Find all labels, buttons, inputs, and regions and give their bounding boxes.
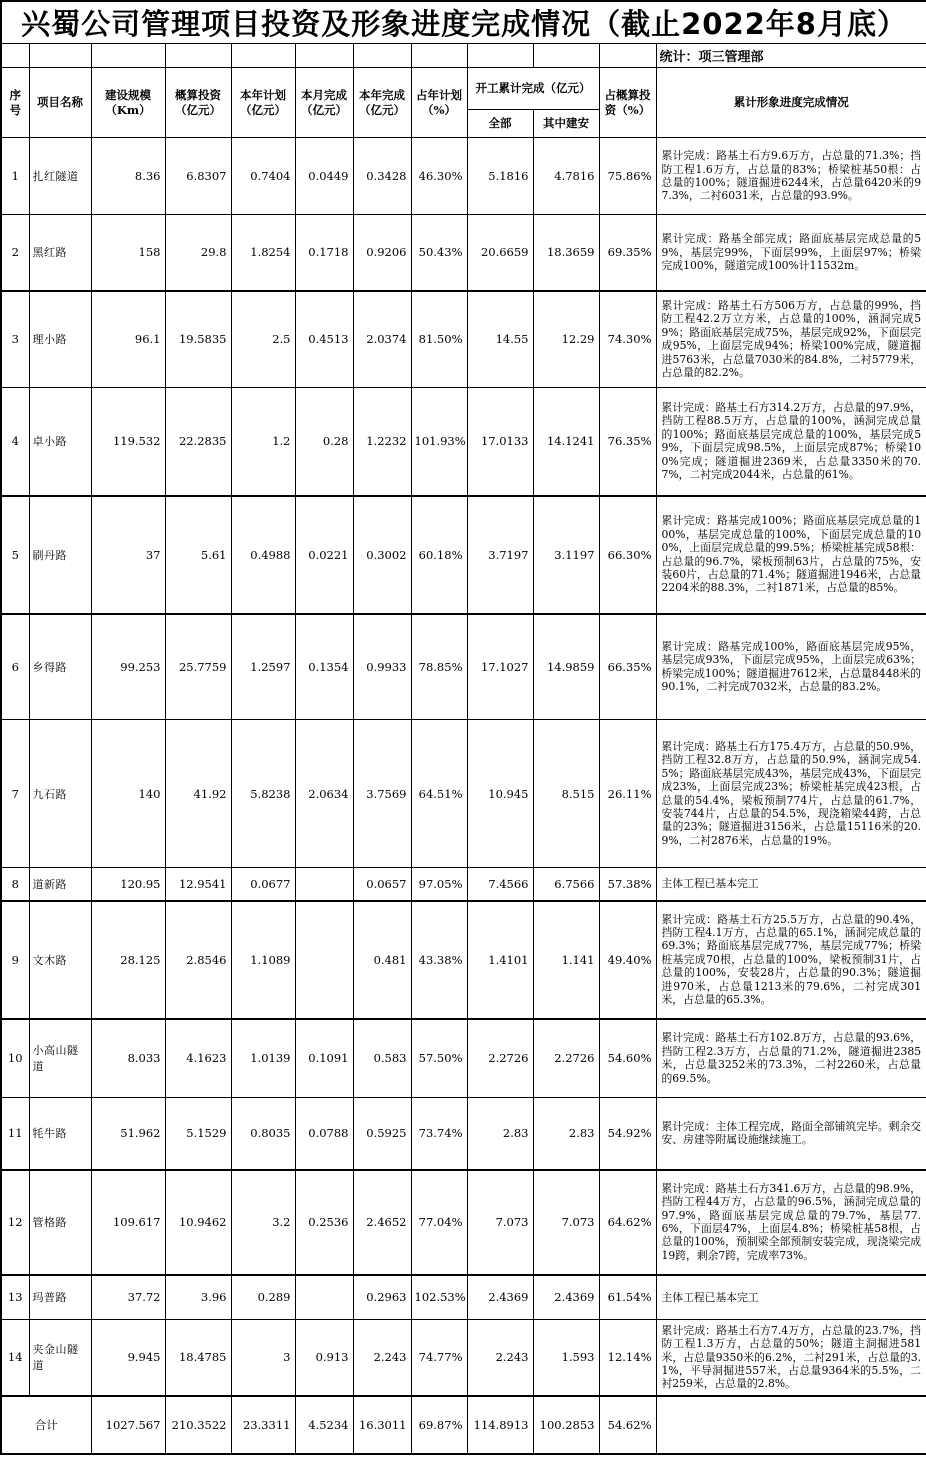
cell-plan-year: 0.4988 <box>231 496 295 614</box>
cell-cum-total: 17.1027 <box>467 614 533 720</box>
cell-cum-total: 20.6659 <box>467 215 533 291</box>
cell-scale: 158 <box>91 215 165 291</box>
cell-pct-of-plan: 64.51% <box>411 720 467 868</box>
cell-progress-remark: 累计完成：路基土石方341.6万方，占总量的98.9%，挡防工程44万方，占总量的96.5%，涵洞完成总量的97.9%，路面底基层完成总量的79.7%，基层77.6%，下面层47%，上面层4.8%；桥梁桩基58根，占总量的100%，预制梁全部预制安装完成，现浇梁完成19跨，剩余7跨，完成率73%。 <box>656 1170 926 1275</box>
cell-done-month: 0.1354 <box>295 614 353 720</box>
cell-budget: 29.8 <box>165 215 231 291</box>
total-cell-cum-total: 114.8913 <box>467 1396 533 1454</box>
cell-index: 12 <box>1 1170 29 1275</box>
cell-pct-of-plan: 97.05% <box>411 868 467 901</box>
cell-plan-year: 1.2 <box>231 388 295 496</box>
cell-done-year: 2.0374 <box>353 291 411 388</box>
cell-pct-of-budget: 49.40% <box>599 901 656 1019</box>
cell-progress-remark: 累计完成：路基土石方314.2万方，占总量的97.9%，挡防工程88.5万方，占总量的100%，涵洞完成总量的100%；路面底基层完成总量的100%，基层完成59%，下面层完成98.5%，上面层完成87%；桥梁100%完成；隧道掘进2369米，占总量3350米的70.7%，二衬完成2044米，占总量的61%。 <box>656 388 926 496</box>
total-cell-cum-construction: 100.2853 <box>533 1396 599 1454</box>
cell-pct-of-plan: 74.77% <box>411 1320 467 1396</box>
cell-index: 14 <box>1 1320 29 1396</box>
cell-progress-remark: 累计完成：路基全部完成；路面底基层完成总量的59%，基层完99%，下面层99%，上面层97%；桥梁完成100%，隧道完成100%计11532m。 <box>656 215 926 291</box>
cell-plan-year: 5.8238 <box>231 720 295 868</box>
cell-done-month: 0.28 <box>295 388 353 496</box>
cell-done-year: 1.2232 <box>353 388 411 496</box>
cell-scale: 51.962 <box>91 1098 165 1170</box>
cell-progress-remark: 累计完成：路基土石方9.6万方，占总量的71.3%；挡防工程1.6万方，占总量的83%；桥梁桩基50根：占总量的100%；隧道掘进6244米，占总量6420米的97.3%，二衬6031米，占总量的93.9%。 <box>656 138 926 215</box>
cell-pct-of-budget: 12.14% <box>599 1320 656 1396</box>
cell-cum-construction: 12.29 <box>533 291 599 388</box>
cell-project-name: 理小路 <box>29 291 91 388</box>
cell-budget: 5.1529 <box>165 1098 231 1170</box>
cell-scale: 8.033 <box>91 1019 165 1098</box>
table-row <box>1 901 926 1019</box>
cell-project-name: 卓小路 <box>29 388 91 496</box>
cell-scale: 8.36 <box>91 138 165 215</box>
table-row <box>1 215 926 291</box>
cell-plan-year: 1.1089 <box>231 901 295 1019</box>
cell-done-month <box>295 901 353 1019</box>
table-row <box>1 1320 926 1396</box>
cell-progress-remark: 累计完成：路基完成100%；路面底基层完成总量的100%，基层完成总量的100%，下面层完成总量的100%，上面层完成总量的99.5%；桥梁桩基完成58根：占总量的96.7%，梁板预制63片，占总量的75%，安装60片，占总量的71.4%；隧道掘进1946米，占总量2204米的88.3%，二衬1871米，占总量的85%。 <box>656 496 926 614</box>
cell-index: 7 <box>1 720 29 868</box>
cell-budget: 22.2835 <box>165 388 231 496</box>
cell-budget: 10.9462 <box>165 1170 231 1275</box>
cell-done-month: 0.913 <box>295 1320 353 1396</box>
cell-done-year: 0.3428 <box>353 138 411 215</box>
cell-pct-of-budget: 54.60% <box>599 1019 656 1098</box>
cell-pct-of-budget: 64.62% <box>599 1170 656 1275</box>
col-header-cum-total: 全部 <box>467 110 533 138</box>
stats-department-label: 统计：项三管理部 <box>656 44 926 68</box>
cell-project-name: 玛普路 <box>29 1275 91 1320</box>
cell-project-name: 小高山隧道 <box>29 1019 91 1098</box>
cell-pct-of-budget: 66.30% <box>599 496 656 614</box>
cell-cum-total: 10.945 <box>467 720 533 868</box>
table-row <box>1 496 926 614</box>
col-header-cum-group: 开工累计完成（亿元） <box>467 68 599 110</box>
table-row <box>1 1170 926 1275</box>
cell-progress-remark: 累计完成：路基土石方25.5万方，占总量的90.4%，挡防工程4.1万方，占总量的65.1%，涵洞完成总量的69.3%；路面底基层完成77%，基层完成77%；桥梁桩基完成70根，占总量的100%，梁板预制31片，占总量的100%，安装28片，占总量的90.3%；隧道掘进970米，占总量1213米的79.6%，二衬完成301米，占总量的65.3%。 <box>656 901 926 1019</box>
cell-cum-total: 2.83 <box>467 1098 533 1170</box>
cell-plan-year: 1.2597 <box>231 614 295 720</box>
cell-cum-construction: 18.3659 <box>533 215 599 291</box>
cell-project-name: 九石路 <box>29 720 91 868</box>
cell-plan-year: 0.0677 <box>231 868 295 901</box>
cell-done-year: 2.243 <box>353 1320 411 1396</box>
cell-pct-of-plan: 43.38% <box>411 901 467 1019</box>
cell-pct-of-budget: 54.92% <box>599 1098 656 1170</box>
cell-index: 11 <box>1 1098 29 1170</box>
cell-cum-construction: 14.9859 <box>533 614 599 720</box>
cell-pct-of-plan: 102.53% <box>411 1275 467 1320</box>
cell-budget: 2.8546 <box>165 901 231 1019</box>
cell-pct-of-plan: 60.18% <box>411 496 467 614</box>
cell-project-name: 管格路 <box>29 1170 91 1275</box>
cell-pct-of-plan: 73.74% <box>411 1098 467 1170</box>
cell-done-month: 0.2536 <box>295 1170 353 1275</box>
col-header-cum-construction: 其中建安 <box>533 110 599 138</box>
cell-pct-of-plan: 50.43% <box>411 215 467 291</box>
cell-pct-of-budget: 76.35% <box>599 388 656 496</box>
cell-pct-of-budget: 75.86% <box>599 138 656 215</box>
table-row <box>1 388 926 496</box>
cell-done-month: 0.0788 <box>295 1098 353 1170</box>
col-header-done-year: 本年完成（亿元） <box>353 68 411 138</box>
cell-done-month: 0.1718 <box>295 215 353 291</box>
table-row <box>1 614 926 720</box>
total-cell-pct-of-budget: 54.62% <box>599 1396 656 1454</box>
cell-cum-total: 5.1816 <box>467 138 533 215</box>
total-cell-done-year: 16.3011 <box>353 1396 411 1454</box>
cell-project-name: 夹金山隧道 <box>29 1320 91 1396</box>
cell-plan-year: 0.7404 <box>231 138 295 215</box>
cell-index: 3 <box>1 291 29 388</box>
cell-index: 9 <box>1 901 29 1019</box>
cell-done-year: 0.9933 <box>353 614 411 720</box>
cell-done-year: 0.481 <box>353 901 411 1019</box>
col-header-plan-year: 本年计划（亿元） <box>231 68 295 138</box>
cell-project-name: 牦牛路 <box>29 1098 91 1170</box>
cell-pct-of-plan: 57.50% <box>411 1019 467 1098</box>
cell-plan-year: 3 <box>231 1320 295 1396</box>
header-row-main <box>1 68 926 110</box>
cell-done-year: 0.9206 <box>353 215 411 291</box>
cell-pct-of-budget: 74.30% <box>599 291 656 388</box>
cell-index: 6 <box>1 614 29 720</box>
table-row <box>1 1019 926 1098</box>
cell-cum-total: 17.0133 <box>467 388 533 496</box>
cell-pct-of-plan: 46.30% <box>411 138 467 215</box>
cell-cum-construction: 7.073 <box>533 1170 599 1275</box>
cell-pct-of-plan: 78.85% <box>411 614 467 720</box>
cell-cum-construction: 2.83 <box>533 1098 599 1170</box>
total-row <box>1 1396 926 1454</box>
cell-scale: 96.1 <box>91 291 165 388</box>
cell-cum-total: 2.2726 <box>467 1019 533 1098</box>
cell-project-name: 黑红路 <box>29 215 91 291</box>
cell-budget: 6.8307 <box>165 138 231 215</box>
cell-pct-of-budget: 57.38% <box>599 868 656 901</box>
col-header-scale: 建设规模（Km） <box>91 68 165 138</box>
cell-scale: 109.617 <box>91 1170 165 1275</box>
cell-cum-construction: 6.7566 <box>533 868 599 901</box>
cell-done-month <box>295 1275 353 1320</box>
cell-pct-of-budget: 26.11% <box>599 720 656 868</box>
cell-budget: 5.61 <box>165 496 231 614</box>
total-cell-pct-of-plan: 69.87% <box>411 1396 467 1454</box>
total-cell-done-month: 4.5234 <box>295 1396 353 1454</box>
table-row <box>1 138 926 215</box>
cell-pct-of-budget: 61.54% <box>599 1275 656 1320</box>
cell-cum-construction: 14.1241 <box>533 388 599 496</box>
cell-index: 2 <box>1 215 29 291</box>
cell-budget: 18.4785 <box>165 1320 231 1396</box>
cell-progress-remark: 累计完成：路基完成100%，路面底基层完成95%，基层完成93%，下面层完成95%，上面层完成63%；桥梁完成100%；隧道掘进7612米，占总量8448米的90.1%，二衬完成7032米，占总量的83.2%。 <box>656 614 926 720</box>
cell-cum-construction: 8.515 <box>533 720 599 868</box>
cell-cum-total: 7.073 <box>467 1170 533 1275</box>
col-header-pct-of-plan: 占年计划（%） <box>411 68 467 138</box>
total-cell-plan-year: 23.3311 <box>231 1396 295 1454</box>
total-cell-scale: 1027.567 <box>91 1396 165 1454</box>
cell-progress-remark: 累计完成：路基土石方175.4万方，占总量的50.9%，挡防工程32.8万方，占总量的50.9%，涵洞完成54.5%；路面底基层完成43%，基层完成43%，下面层完成23%，上面层完成23%；桥梁桩基完成423根，占总量的54.4%，梁板预制774片，占总量的61.7%，安装744片，占总量的54.5%，现浇箱梁44跨，占总量的23%；隧道掘进3156米，占总量15116米的20.9%，二衬2876米，占总量的19%。 <box>656 720 926 868</box>
cell-project-name: 扎红隧道 <box>29 138 91 215</box>
cell-done-year: 2.4652 <box>353 1170 411 1275</box>
cell-cum-total: 14.55 <box>467 291 533 388</box>
cell-plan-year: 0.8035 <box>231 1098 295 1170</box>
cell-progress-remark: 主体工程已基本完工 <box>656 868 926 901</box>
cell-project-name: 文木路 <box>29 901 91 1019</box>
cell-done-year: 0.3002 <box>353 496 411 614</box>
title-row <box>1 1 926 44</box>
table-row <box>1 720 926 868</box>
cell-pct-of-budget: 66.35% <box>599 614 656 720</box>
cell-plan-year: 3.2 <box>231 1170 295 1275</box>
cell-plan-year: 1.8254 <box>231 215 295 291</box>
cell-cum-construction: 4.7816 <box>533 138 599 215</box>
cell-cum-total: 2.243 <box>467 1320 533 1396</box>
col-header-budget: 概算投资（亿元） <box>165 68 231 138</box>
table-row <box>1 1275 926 1320</box>
cell-done-year: 0.583 <box>353 1019 411 1098</box>
col-header-index: 序号 <box>1 68 29 138</box>
cell-done-month: 0.4513 <box>295 291 353 388</box>
cell-done-year: 0.0657 <box>353 868 411 901</box>
cell-done-month: 2.0634 <box>295 720 353 868</box>
cell-scale: 99.253 <box>91 614 165 720</box>
cell-progress-remark: 累计完成：路基土石方506万方，占总量的99%，挡防工程42.2万立方米，占总量的100%，涵洞完成59%；路面底基层完成75%，基层完成92%，下面层完成95%，上面层完成94%；桥梁100%完成，隧道掘进5763米，占总量7030米的84.8%，二衬5779米，占总量的82.2%。 <box>656 291 926 388</box>
cell-cum-construction: 2.2726 <box>533 1019 599 1098</box>
cell-cum-construction: 1.593 <box>533 1320 599 1396</box>
col-header-remark: 累计形象进度完成情况 <box>656 68 926 138</box>
total-cell-budget: 210.3522 <box>165 1396 231 1454</box>
table-row <box>1 1098 926 1170</box>
cell-done-month: 0.1091 <box>295 1019 353 1098</box>
cell-budget: 25.7759 <box>165 614 231 720</box>
cell-cum-total: 1.4101 <box>467 901 533 1019</box>
cell-progress-remark: 累计完成：主体工程完成，路面全部铺筑完毕。剩余交安、房建等附属设施继续施工。 <box>656 1098 926 1170</box>
cell-index: 13 <box>1 1275 29 1320</box>
cell-pct-of-budget: 69.35% <box>599 215 656 291</box>
cell-plan-year: 2.5 <box>231 291 295 388</box>
cell-done-year: 0.5925 <box>353 1098 411 1170</box>
cell-done-year: 0.2963 <box>353 1275 411 1320</box>
cell-index: 5 <box>1 496 29 614</box>
cell-budget: 41.92 <box>165 720 231 868</box>
cell-cum-total: 2.4369 <box>467 1275 533 1320</box>
col-header-project: 项目名称 <box>29 68 91 138</box>
cell-scale: 37.72 <box>91 1275 165 1320</box>
cell-budget: 12.9541 <box>165 868 231 901</box>
cell-scale: 140 <box>91 720 165 868</box>
cell-scale: 9.945 <box>91 1320 165 1396</box>
cell-progress-remark: 累计完成：路基土石方102.8万方，占总量的93.6%，挡防工程2.3万方，占总量的71.2%，隧道掘进2385米，占总量3252米的73.3%，二衬2260米，占总量的69.5%。 <box>656 1019 926 1098</box>
cell-scale: 119.532 <box>91 388 165 496</box>
cell-index: 10 <box>1 1019 29 1098</box>
table-row <box>1 291 926 388</box>
cell-index: 8 <box>1 868 29 901</box>
cell-progress-remark: 累计完成：路基土石方7.4万方，占总量的23.7%，挡防工程1.3万方，占总量的50%；隧道主洞掘进581米，占总量9350米的6.2%，二衬291米，占总量的3.1%，平导洞掘进557米，占总量9364米的5.5%，二衬259米，占总量的2.8%。 <box>656 1320 926 1396</box>
cell-scale: 28.125 <box>91 901 165 1019</box>
col-header-done-month: 本月完成（亿元） <box>295 68 353 138</box>
cell-project-name: 乡得路 <box>29 614 91 720</box>
total-label: 合计 <box>1 1396 91 1454</box>
table-row <box>1 868 926 901</box>
cell-pct-of-plan: 101.93% <box>411 388 467 496</box>
total-cell-progress-remark <box>656 1396 926 1454</box>
cell-project-name: 道新路 <box>29 868 91 901</box>
cell-cum-construction: 2.4369 <box>533 1275 599 1320</box>
cell-pct-of-plan: 77.04% <box>411 1170 467 1275</box>
cell-budget: 4.1623 <box>165 1019 231 1098</box>
cell-cum-construction: 3.1197 <box>533 496 599 614</box>
cell-budget: 3.96 <box>165 1275 231 1320</box>
table-body <box>1 138 926 1454</box>
cell-done-year: 3.7569 <box>353 720 411 868</box>
cell-project-name: 刷丹路 <box>29 496 91 614</box>
cell-done-month: 0.0221 <box>295 496 353 614</box>
cell-cum-total: 7.4566 <box>467 868 533 901</box>
cell-plan-year: 0.289 <box>231 1275 295 1320</box>
cell-budget: 19.5835 <box>165 291 231 388</box>
col-header-pct-of-budget: 占概算投资（%） <box>599 68 656 138</box>
cell-progress-remark: 主体工程已基本完工 <box>656 1275 926 1320</box>
cell-index: 4 <box>1 388 29 496</box>
stats-row <box>1 44 926 68</box>
cell-pct-of-plan: 81.50% <box>411 291 467 388</box>
cell-cum-total: 3.7197 <box>467 496 533 614</box>
page-title: 兴蜀公司管理项目投资及形象进度完成情况（截止2022年8月底） <box>1 1 926 44</box>
cell-index: 1 <box>1 138 29 215</box>
cell-cum-construction: 1.141 <box>533 901 599 1019</box>
cell-plan-year: 1.0139 <box>231 1019 295 1098</box>
cell-done-month: 0.0449 <box>295 138 353 215</box>
cell-scale: 120.95 <box>91 868 165 901</box>
cell-scale: 37 <box>91 496 165 614</box>
cell-done-month <box>295 868 353 901</box>
